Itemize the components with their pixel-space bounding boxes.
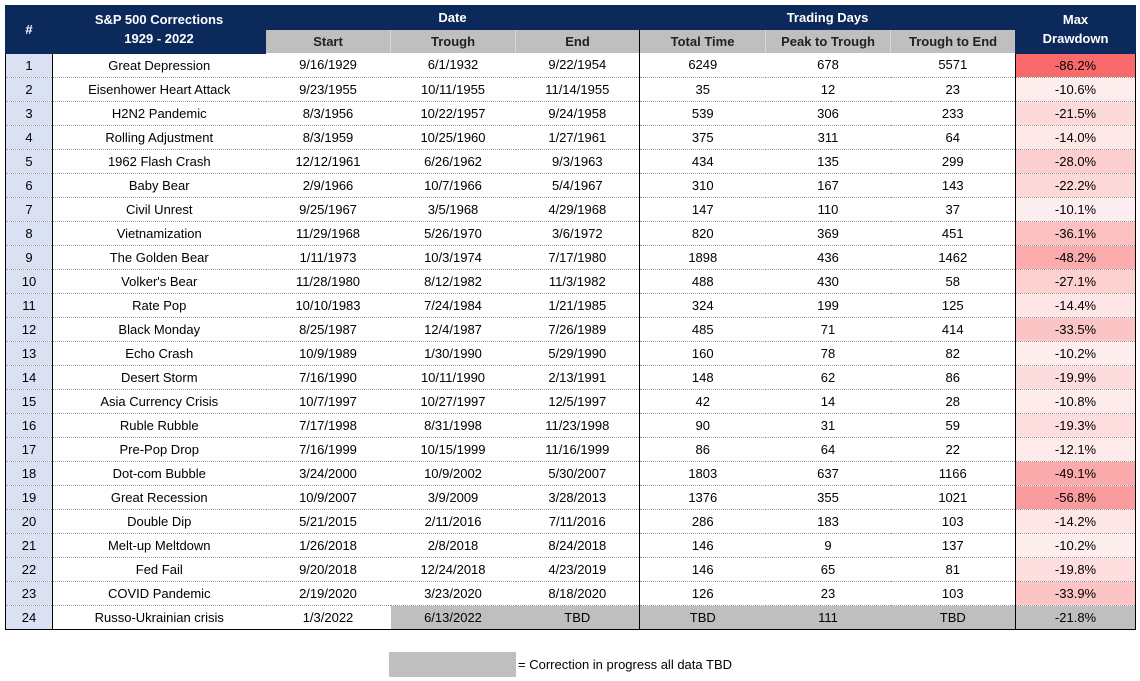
row-number: 7 (6, 197, 53, 221)
row-max-drawdown: -19.8% (1016, 557, 1136, 581)
row-start: 9/23/1955 (266, 77, 391, 101)
row-number: 22 (6, 557, 53, 581)
row-number: 3 (6, 101, 53, 125)
row-trough-to-end: 125 (891, 293, 1016, 317)
row-trough: 10/9/2002 (391, 461, 516, 485)
index-header: # (6, 6, 53, 54)
table-row (6, 509, 1136, 533)
max-drawdown-header (1016, 6, 1136, 54)
row-trough-to-end: 299 (891, 149, 1016, 173)
row-max-drawdown: -48.2% (1016, 245, 1136, 269)
row-end: 11/16/1999 (516, 437, 640, 461)
table-row (6, 581, 1136, 605)
row-end: 7/11/2016 (516, 509, 640, 533)
row-peak-to-trough: 311 (766, 125, 891, 149)
row-max-drawdown: -10.8% (1016, 389, 1136, 413)
row-start: 9/25/1967 (266, 197, 391, 221)
row-max-drawdown: -10.2% (1016, 341, 1136, 365)
row-start: 10/10/1983 (266, 293, 391, 317)
row-peak-to-trough: 64 (766, 437, 891, 461)
table-row (6, 341, 1136, 365)
row-trough-to-end: 58 (891, 269, 1016, 293)
row-start: 9/20/2018 (266, 557, 391, 581)
row-name: The Golden Bear (53, 245, 266, 269)
row-peak-to-trough: 78 (766, 341, 891, 365)
row-number: 16 (6, 413, 53, 437)
row-peak-to-trough: 71 (766, 317, 891, 341)
row-name: Rolling Adjustment (53, 125, 266, 149)
row-start: 8/25/1987 (266, 317, 391, 341)
row-number: 2 (6, 77, 53, 101)
row-name: Eisenhower Heart Attack (53, 77, 266, 101)
row-start: 3/24/2000 (266, 461, 391, 485)
row-end: 8/24/2018 (516, 533, 640, 557)
row-trough-to-end: 59 (891, 413, 1016, 437)
row-end: 11/14/1955 (516, 77, 640, 101)
row-number: 1 (6, 53, 53, 77)
table-body (6, 53, 1136, 629)
row-start: 9/16/1929 (266, 53, 391, 77)
row-start: 10/9/2007 (266, 485, 391, 509)
row-total-time: 86 (640, 437, 766, 461)
row-start: 10/9/1989 (266, 341, 391, 365)
row-trough-to-end: TBD (891, 605, 1016, 629)
row-number: 13 (6, 341, 53, 365)
row-total-time: 160 (640, 341, 766, 365)
row-total-time: 539 (640, 101, 766, 125)
row-trough: 6/26/1962 (391, 149, 516, 173)
table-row (6, 77, 1136, 101)
row-number: 6 (6, 173, 53, 197)
table-row (6, 173, 1136, 197)
row-number: 4 (6, 125, 53, 149)
row-trough-to-end: 81 (891, 557, 1016, 581)
table-row (6, 557, 1136, 581)
row-name: Vietnamization (53, 221, 266, 245)
row-name: 1962 Flash Crash (53, 149, 266, 173)
row-number: 17 (6, 437, 53, 461)
row-max-drawdown: -21.5% (1016, 101, 1136, 125)
row-end: 2/13/1991 (516, 365, 640, 389)
row-number: 5 (6, 149, 53, 173)
row-trough-to-end: 64 (891, 125, 1016, 149)
row-start: 1/26/2018 (266, 533, 391, 557)
row-end: TBD (516, 605, 640, 629)
row-max-drawdown: -33.9% (1016, 581, 1136, 605)
row-peak-to-trough: 355 (766, 485, 891, 509)
row-trough: 8/12/1982 (391, 269, 516, 293)
row-trough: 10/7/1966 (391, 173, 516, 197)
row-trough-to-end: 82 (891, 341, 1016, 365)
table-row (6, 221, 1136, 245)
row-peak-to-trough: 110 (766, 197, 891, 221)
max-line2: Drawdown (1042, 31, 1109, 47)
row-start: 8/3/1956 (266, 101, 391, 125)
row-name: Russo-Ukrainian crisis (53, 605, 266, 629)
row-start: 10/7/1997 (266, 389, 391, 413)
row-name: Baby Bear (53, 173, 266, 197)
row-max-drawdown: -28.0% (1016, 149, 1136, 173)
col-header-trough-to-end: Trough to End (891, 30, 1016, 54)
row-name: Civil Unrest (53, 197, 266, 221)
row-total-time: 1376 (640, 485, 766, 509)
row-max-drawdown: -10.1% (1016, 197, 1136, 221)
row-end: 7/17/1980 (516, 245, 640, 269)
row-max-drawdown: -22.2% (1016, 173, 1136, 197)
title-line1: S&P 500 Corrections (94, 12, 224, 28)
row-max-drawdown: -12.1% (1016, 437, 1136, 461)
row-end: 3/28/2013 (516, 485, 640, 509)
row-start: 7/17/1998 (266, 413, 391, 437)
row-start: 2/19/2020 (266, 581, 391, 605)
row-number: 23 (6, 581, 53, 605)
table-row (6, 461, 1136, 485)
row-number: 14 (6, 365, 53, 389)
row-total-time: 324 (640, 293, 766, 317)
row-name: Asia Currency Crisis (53, 389, 266, 413)
row-max-drawdown: -56.8% (1016, 485, 1136, 509)
row-name: Pre-Pop Drop (53, 437, 266, 461)
row-trough: 10/27/1997 (391, 389, 516, 413)
row-trough: 5/26/1970 (391, 221, 516, 245)
row-total-time: 375 (640, 125, 766, 149)
row-name: Melt-up Meltdown (53, 533, 266, 557)
row-number: 8 (6, 221, 53, 245)
row-number: 19 (6, 485, 53, 509)
row-total-time: 286 (640, 509, 766, 533)
row-total-time: 126 (640, 581, 766, 605)
row-total-time: 434 (640, 149, 766, 173)
row-peak-to-trough: 62 (766, 365, 891, 389)
row-max-drawdown: -49.1% (1016, 461, 1136, 485)
row-peak-to-trough: 12 (766, 77, 891, 101)
row-name: Ruble Rubble (53, 413, 266, 437)
row-trough: 7/24/1984 (391, 293, 516, 317)
row-max-drawdown: -14.2% (1016, 509, 1136, 533)
legend-text: = Correction in progress all data TBD (518, 657, 732, 672)
table-row (6, 245, 1136, 269)
row-trough: 12/24/2018 (391, 557, 516, 581)
row-total-time: 6249 (640, 53, 766, 77)
row-end: 1/21/1985 (516, 293, 640, 317)
row-trough: 12/4/1987 (391, 317, 516, 341)
table-row (6, 269, 1136, 293)
row-trough-to-end: 5571 (891, 53, 1016, 77)
row-trough: 1/30/1990 (391, 341, 516, 365)
row-trough: 6/1/1932 (391, 53, 516, 77)
row-start: 7/16/1990 (266, 365, 391, 389)
row-trough-to-end: 28 (891, 389, 1016, 413)
row-max-drawdown: -27.1% (1016, 269, 1136, 293)
row-peak-to-trough: 23 (766, 581, 891, 605)
row-name: Black Monday (53, 317, 266, 341)
row-peak-to-trough: 111 (766, 605, 891, 629)
row-trough-to-end: 86 (891, 365, 1016, 389)
row-number: 12 (6, 317, 53, 341)
table-row (6, 413, 1136, 437)
row-start: 12/12/1961 (266, 149, 391, 173)
row-start: 11/28/1980 (266, 269, 391, 293)
row-end: 4/23/2019 (516, 557, 640, 581)
col-header-peak-to-trough: Peak to Trough (766, 30, 891, 54)
max-line1: Max (1062, 12, 1089, 28)
trading-days-group-header: Trading Days (640, 6, 1016, 30)
row-number: 9 (6, 245, 53, 269)
legend-swatch (389, 652, 516, 677)
row-total-time: 820 (640, 221, 766, 245)
row-total-time: 146 (640, 533, 766, 557)
row-start: 1/11/1973 (266, 245, 391, 269)
row-name: Great Depression (53, 53, 266, 77)
row-max-drawdown: -14.0% (1016, 125, 1136, 149)
table-row (6, 101, 1136, 125)
row-max-drawdown: -19.9% (1016, 365, 1136, 389)
corrections-table (5, 5, 1136, 630)
row-trough: 3/9/2009 (391, 485, 516, 509)
table-row (6, 485, 1136, 509)
row-name: COVID Pandemic (53, 581, 266, 605)
row-end: 11/3/1982 (516, 269, 640, 293)
row-trough: 3/5/1968 (391, 197, 516, 221)
row-trough: 10/22/1957 (391, 101, 516, 125)
row-max-drawdown: -14.4% (1016, 293, 1136, 317)
row-number: 24 (6, 605, 53, 629)
table-row (6, 437, 1136, 461)
row-peak-to-trough: 65 (766, 557, 891, 581)
title-line2: 1929 - 2022 (124, 31, 194, 47)
row-total-time: 148 (640, 365, 766, 389)
row-peak-to-trough: 678 (766, 53, 891, 77)
row-name: Great Recession (53, 485, 266, 509)
row-trough-to-end: 23 (891, 77, 1016, 101)
row-total-time: 146 (640, 557, 766, 581)
row-total-time: 90 (640, 413, 766, 437)
row-number: 15 (6, 389, 53, 413)
table-row (6, 197, 1136, 221)
row-end: 7/26/1989 (516, 317, 640, 341)
legend (389, 652, 732, 677)
row-trough: 10/3/1974 (391, 245, 516, 269)
row-max-drawdown: -36.1% (1016, 221, 1136, 245)
row-total-time: 488 (640, 269, 766, 293)
row-peak-to-trough: 9 (766, 533, 891, 557)
table-row (6, 293, 1136, 317)
row-number: 10 (6, 269, 53, 293)
row-trough: 2/11/2016 (391, 509, 516, 533)
row-peak-to-trough: 14 (766, 389, 891, 413)
row-max-drawdown: -19.3% (1016, 413, 1136, 437)
row-trough: 10/25/1960 (391, 125, 516, 149)
row-end: 4/29/1968 (516, 197, 640, 221)
row-max-drawdown: -10.2% (1016, 533, 1136, 557)
row-trough: 3/23/2020 (391, 581, 516, 605)
row-peak-to-trough: 637 (766, 461, 891, 485)
row-end: 11/23/1998 (516, 413, 640, 437)
row-total-time: 1898 (640, 245, 766, 269)
row-trough: 6/13/2022 (391, 605, 516, 629)
row-start: 8/3/1959 (266, 125, 391, 149)
row-name: Rate Pop (53, 293, 266, 317)
row-trough-to-end: 1166 (891, 461, 1016, 485)
row-trough-to-end: 233 (891, 101, 1016, 125)
row-peak-to-trough: 369 (766, 221, 891, 245)
table-row (6, 53, 1136, 77)
table-row (6, 533, 1136, 557)
row-trough-to-end: 1462 (891, 245, 1016, 269)
row-end: 12/5/1997 (516, 389, 640, 413)
row-total-time: 485 (640, 317, 766, 341)
row-trough: 10/11/1955 (391, 77, 516, 101)
row-end: 8/18/2020 (516, 581, 640, 605)
row-end: 5/29/1990 (516, 341, 640, 365)
row-total-time: 1803 (640, 461, 766, 485)
row-end: 9/3/1963 (516, 149, 640, 173)
row-trough-to-end: 137 (891, 533, 1016, 557)
row-total-time: 42 (640, 389, 766, 413)
row-number: 18 (6, 461, 53, 485)
row-max-drawdown: -86.2% (1016, 53, 1136, 77)
row-start: 7/16/1999 (266, 437, 391, 461)
table-title (53, 6, 266, 54)
row-trough-to-end: 103 (891, 581, 1016, 605)
row-peak-to-trough: 199 (766, 293, 891, 317)
row-end: 3/6/1972 (516, 221, 640, 245)
row-total-time: TBD (640, 605, 766, 629)
row-total-time: 35 (640, 77, 766, 101)
row-trough: 8/31/1998 (391, 413, 516, 437)
row-total-time: 310 (640, 173, 766, 197)
row-name: Fed Fail (53, 557, 266, 581)
table-row (6, 149, 1136, 173)
row-start: 5/21/2015 (266, 509, 391, 533)
table-row (6, 605, 1136, 629)
row-number: 21 (6, 533, 53, 557)
row-peak-to-trough: 167 (766, 173, 891, 197)
row-trough-to-end: 414 (891, 317, 1016, 341)
table-row (6, 317, 1136, 341)
row-name: H2N2 Pandemic (53, 101, 266, 125)
row-peak-to-trough: 436 (766, 245, 891, 269)
row-trough-to-end: 22 (891, 437, 1016, 461)
date-group-header: Date (266, 6, 640, 30)
row-end: 9/22/1954 (516, 53, 640, 77)
row-name: Echo Crash (53, 341, 266, 365)
row-trough-to-end: 37 (891, 197, 1016, 221)
row-start: 11/29/1968 (266, 221, 391, 245)
table-row (6, 125, 1136, 149)
row-max-drawdown: -21.8% (1016, 605, 1136, 629)
row-trough-to-end: 1021 (891, 485, 1016, 509)
row-trough: 10/15/1999 (391, 437, 516, 461)
row-number: 20 (6, 509, 53, 533)
col-header-total-time: Total Time (640, 30, 766, 54)
table-row (6, 389, 1136, 413)
row-peak-to-trough: 306 (766, 101, 891, 125)
row-end: 1/27/1961 (516, 125, 640, 149)
row-end: 5/4/1967 (516, 173, 640, 197)
row-peak-to-trough: 31 (766, 413, 891, 437)
row-start: 1/3/2022 (266, 605, 391, 629)
row-max-drawdown: -10.6% (1016, 77, 1136, 101)
row-peak-to-trough: 430 (766, 269, 891, 293)
row-trough-to-end: 143 (891, 173, 1016, 197)
row-trough-to-end: 103 (891, 509, 1016, 533)
row-trough: 2/8/2018 (391, 533, 516, 557)
row-max-drawdown: -33.5% (1016, 317, 1136, 341)
col-header-start: Start (266, 30, 391, 54)
row-start: 2/9/1966 (266, 173, 391, 197)
row-trough-to-end: 451 (891, 221, 1016, 245)
row-name: Double Dip (53, 509, 266, 533)
row-name: Dot-com Bubble (53, 461, 266, 485)
row-end: 9/24/1958 (516, 101, 640, 125)
table-row (6, 365, 1136, 389)
row-peak-to-trough: 183 (766, 509, 891, 533)
row-end: 5/30/2007 (516, 461, 640, 485)
row-name: Volker's Bear (53, 269, 266, 293)
row-trough: 10/11/1990 (391, 365, 516, 389)
row-name: Desert Storm (53, 365, 266, 389)
col-header-end: End (516, 30, 640, 54)
row-total-time: 147 (640, 197, 766, 221)
row-number: 11 (6, 293, 53, 317)
col-header-trough: Trough (391, 30, 516, 54)
row-peak-to-trough: 135 (766, 149, 891, 173)
